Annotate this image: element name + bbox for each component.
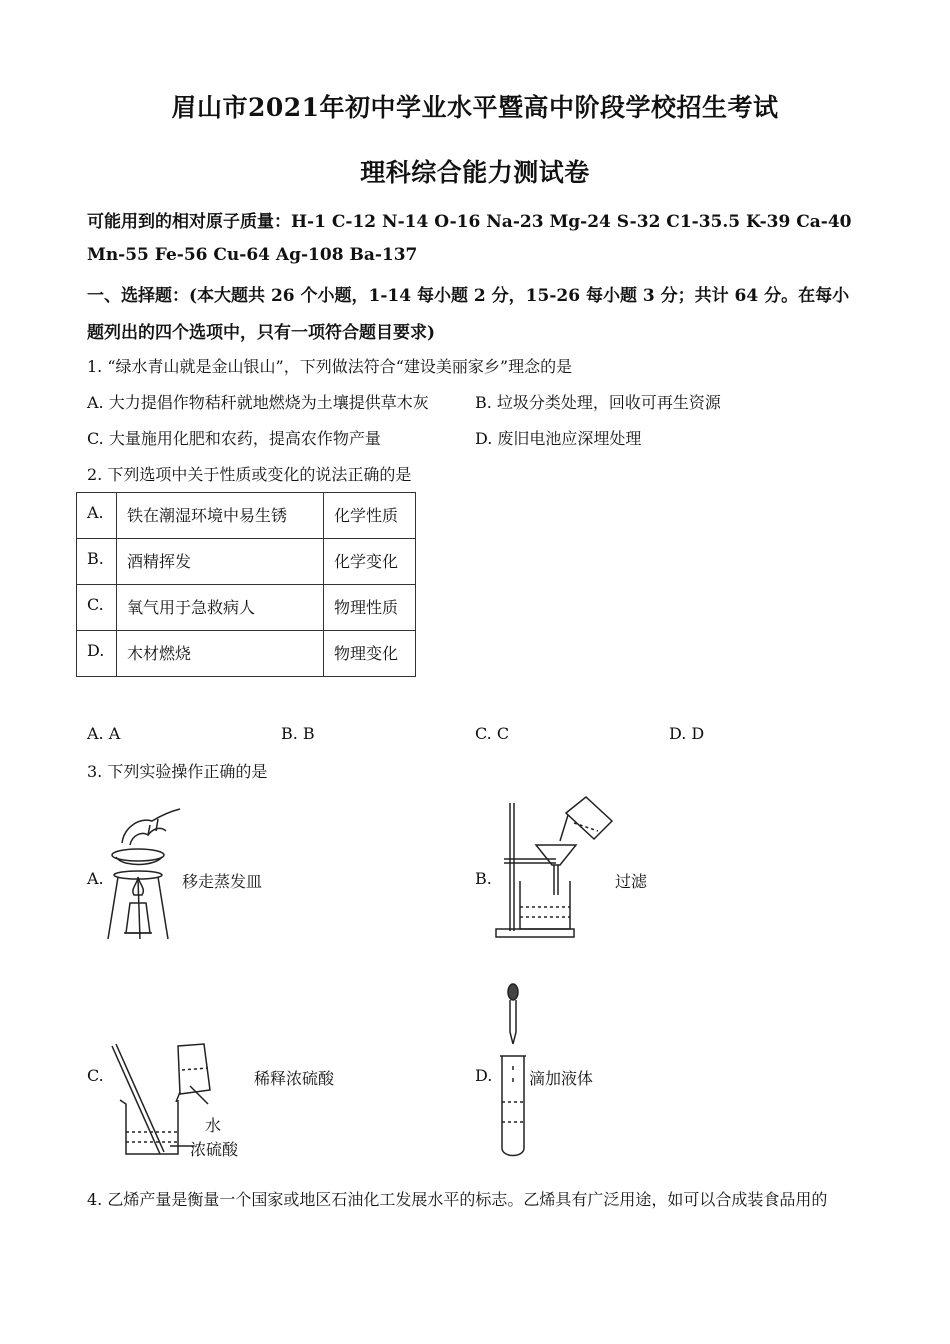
table-cell: 木材燃烧 <box>117 631 324 677</box>
table-cell: 化学性质 <box>324 493 416 539</box>
q2-stem: 2. 下列选项中关于性质或变化的说法正确的是 <box>87 465 412 484</box>
q3-stem: 3. 下列实验操作正确的是 <box>87 762 268 781</box>
table-cell: 酒精挥发 <box>117 539 324 585</box>
table-row <box>77 631 416 677</box>
evaporating-dish-illustration <box>104 805 182 945</box>
q1-option-d: D. 废旧电池应深埋处理 <box>475 429 642 448</box>
q3-option-a-letter: A. <box>87 869 104 888</box>
table-row <box>77 493 416 539</box>
atomic-masses-line1: 可能用到的相对原子质量：H-1 C-12 N-14 O-16 Na-23 Mg-24 S-32 C1-35.5 K-39 Ca-40 <box>87 212 852 232</box>
q2-answer-c: C. C <box>475 724 510 743</box>
q3-option-a-caption: 移走蒸发皿 <box>182 872 263 891</box>
table-cell: D. <box>77 631 117 677</box>
q1-option-b: B. 垃圾分类处理，回收可再生资源 <box>475 393 721 412</box>
q3-option-c-letter: C. <box>87 1066 104 1085</box>
section-heading-line2: 题列出的四个选项中，只有一项符合题目要求) <box>87 323 436 343</box>
table-cell: C. <box>77 585 117 631</box>
q2-answer-d: D. D <box>669 724 705 743</box>
section-heading-line1: 一、选择题：(本大题共 26 个小题，1-14 每小题 2 分，15-26 每小题 3 分；共计 64 分。在每小 <box>87 286 850 306</box>
q1-option-a: A. 大力提倡作物秸秆就地燃烧为土壤提供草木灰 <box>87 393 429 412</box>
atomic-masses-line2: Mn-55 Fe-56 Cu-64 Ag-108 Ba-137 <box>87 245 418 265</box>
page-title: 眉山市2021年初中学业水平暨高中阶段学校招生考试 <box>171 93 779 122</box>
table-cell: 氧气用于急救病人 <box>117 585 324 631</box>
q3-option-b-caption: 过滤 <box>615 872 648 891</box>
table-cell: B. <box>77 539 117 585</box>
filtration-illustration <box>494 795 614 941</box>
q3-option-c-label-water: 水 <box>205 1116 222 1135</box>
table-cell: A. <box>77 493 117 539</box>
q1-stem: 1. “绿水青山就是金山银山”，下列做法符合“建设美丽家乡”理念的是 <box>87 357 573 376</box>
page-subtitle: 理科综合能力测试卷 <box>360 158 590 187</box>
q3-option-d-letter: D. <box>475 1066 493 1085</box>
q4-stem: 4. 乙烯产量是衡量一个国家或地区石油化工发展水平的标志。乙烯具有广泛用途，如可以合成装食品用的 <box>87 1190 828 1209</box>
table-row <box>77 539 416 585</box>
table-cell: 化学变化 <box>324 539 416 585</box>
q2-answer-a: A. A <box>87 724 121 743</box>
table-cell: 物理变化 <box>324 631 416 677</box>
dropper-test-tube-illustration <box>498 982 528 1160</box>
table-row <box>77 585 416 631</box>
table-cell: 物理性质 <box>324 585 416 631</box>
q2-answer-b: B. B <box>281 724 315 743</box>
table-cell: 铁在潮湿环境中易生锈 <box>117 493 324 539</box>
q1-option-c: C. 大量施用化肥和农药，提高农作物产量 <box>87 429 381 448</box>
q3-option-c-label-acid: 浓硫酸 <box>190 1140 239 1159</box>
q3-option-b-letter: B. <box>475 869 492 888</box>
q2-table <box>76 492 416 677</box>
q3-option-d-caption: 滴加液体 <box>529 1069 594 1088</box>
q3-option-c-caption: 稀释浓硫酸 <box>254 1069 335 1088</box>
